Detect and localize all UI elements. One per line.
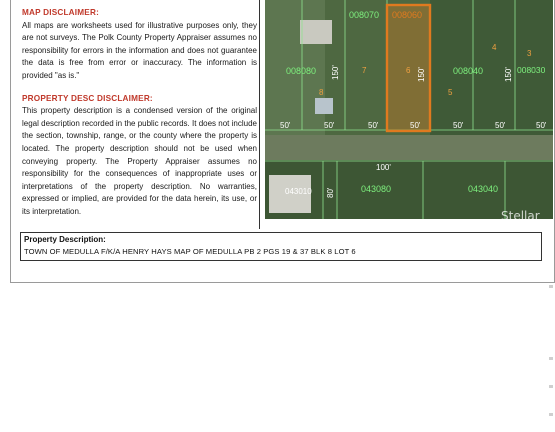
frontage-label: 50' <box>368 121 379 130</box>
aerial-map-image <box>265 0 553 219</box>
report-sheet <box>10 0 555 283</box>
property-disclaimer-text <box>22 105 257 218</box>
disclaimer-line: All maps are worksheets used for illustrative purposes only, <box>22 20 239 30</box>
lot-number: 7 <box>362 66 367 75</box>
disclaimer-line: The information is provided "as is." <box>22 58 258 80</box>
parcel-id: 043080 <box>361 184 392 194</box>
disclaimer-line: assumes no responsibility for errors in the information and <box>22 33 257 55</box>
lot-number: 3 <box>527 49 532 58</box>
parcel-map <box>265 0 553 219</box>
disclaimer-line: where the property is located. The property description <box>22 131 257 153</box>
frontage-label: 50' <box>410 121 421 130</box>
parcel-id: 008080 <box>286 66 317 76</box>
depth-label: 150' <box>417 67 426 82</box>
frontage-label: 50' <box>453 121 464 130</box>
lot-number: 5 <box>448 88 453 97</box>
edge-mark <box>549 357 553 360</box>
disclaimer-line: inappropriate uses or interpretations of the property <box>22 169 258 191</box>
lot-number: 4 <box>492 43 497 52</box>
map-disclaimer-heading: MAP DISCLAIMER: <box>22 8 99 17</box>
depth-label: 150' <box>504 67 513 82</box>
edge-mark <box>549 285 553 288</box>
parcel-id: 008070 <box>349 10 380 20</box>
dimension-label: 80' <box>326 187 335 198</box>
disclaimer-line: does not include the section, township, range, or the county <box>22 118 257 141</box>
property-description-label: Property Description: <box>24 235 106 244</box>
property-description-box <box>20 232 542 261</box>
disclaimer-panel <box>20 0 260 229</box>
frontage-label: 50' <box>536 121 547 130</box>
parcel-id: 008040 <box>453 66 484 76</box>
parcel-id: 008060 <box>392 10 423 20</box>
dimension-label: 100' <box>376 163 391 172</box>
disclaimer-line: Appraiser assumes no responsibility for the consequences of <box>22 156 258 179</box>
frontage-label: 50' <box>495 121 506 130</box>
disclaimer-line: does not guarantee the data is free from error or inaccuracy. <box>22 45 257 68</box>
building-roof <box>300 20 332 44</box>
property-disclaimer-heading: PROPERTY DESC DISCLAIMER: <box>22 93 153 103</box>
road <box>265 135 553 160</box>
watermark: Stellar <box>501 209 540 223</box>
frontage-label: 50' <box>324 121 335 130</box>
parcel-id: 008030 <box>517 65 546 75</box>
lot-number: 8 <box>319 88 324 97</box>
edge-mark <box>549 413 553 416</box>
disclaimer-line: This property description is a condensed version of the <box>22 106 228 116</box>
disclaimer-line: description. No warranties, expressed or implied, are <box>22 181 257 204</box>
map-disclaimer-text <box>22 20 257 83</box>
frontage-label: 50' <box>280 121 291 130</box>
depth-label: 150' <box>331 65 340 80</box>
disclaimer-line: original legal description recorded in the public records. It <box>22 106 257 128</box>
edge-mark <box>549 385 553 388</box>
disclaimer-line: provided for the data herein, its use, or its interpretation. <box>22 194 257 216</box>
lot-number: 6 <box>406 66 411 75</box>
disclaimer-line: should not be used when conveying property. The Property <box>22 143 257 166</box>
parcel-id: 043040 <box>468 184 499 194</box>
parcel-id: 043010 <box>285 187 312 196</box>
disclaimer-line: they are not surveys. The Polk County Property Appraiser <box>22 20 257 43</box>
property-description-text: TOWN OF MEDULLA F/K/A HENRY HAYS MAP OF MEDULLA PB 2 PGS 19 & 37 BLK 8 LOT 6 <box>24 247 356 256</box>
building-roof <box>315 98 333 114</box>
